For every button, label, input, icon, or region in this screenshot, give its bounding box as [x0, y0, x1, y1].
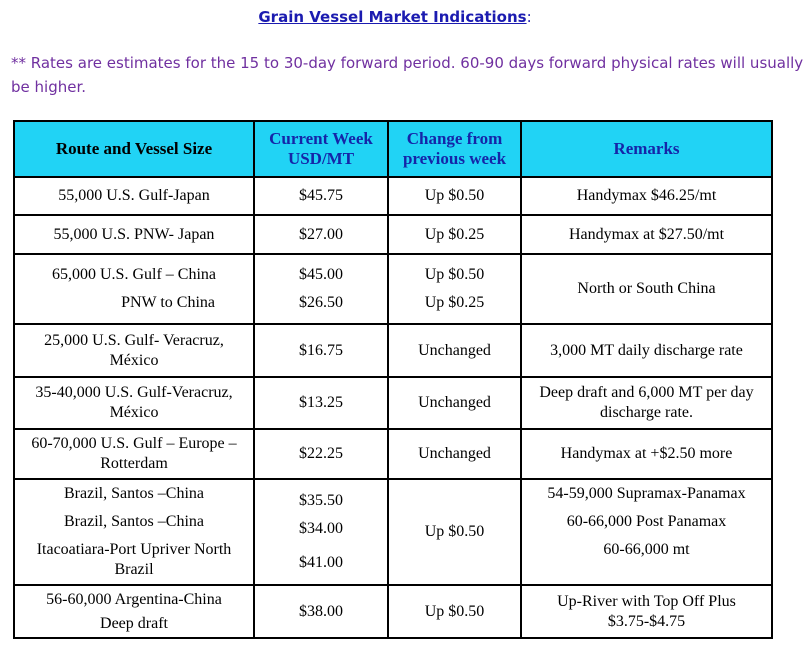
remarks-line: 60-66,000 Post Panamax: [566, 513, 727, 530]
table-row: [14, 479, 772, 585]
route-cell: 55,000 U.S. PNW- Japan: [14, 215, 254, 254]
route-cell: 25,000 U.S. Gulf- Veracruz, México: [14, 324, 254, 377]
route-line: Brazil, Santos –China: [64, 513, 204, 530]
route-cell: 60-70,000 U.S. Gulf – Europe – Rotterdam: [14, 429, 254, 479]
route-line: PNW to China: [121, 294, 215, 311]
current-cell: $38.00: [254, 585, 388, 638]
route-cell: [14, 254, 254, 324]
title-colon: :: [526, 8, 532, 26]
vessel-market-table: [13, 120, 773, 639]
header-current-week: Current Week USD/MT: [254, 121, 388, 177]
remarks-cell: Handymax at $27.50/mt: [521, 215, 772, 254]
change-cell: Unchanged: [388, 377, 521, 429]
table-row: [14, 254, 772, 324]
change-cell: Unchanged: [388, 429, 521, 479]
current-line: $35.50: [299, 492, 343, 509]
change-cell: [388, 254, 521, 324]
remarks-line: 54-59,000 Supramax-Panamax: [547, 485, 746, 502]
remarks-cell: Handymax at +$2.50 more: [521, 429, 772, 479]
current-cell: $16.75: [254, 324, 388, 377]
change-cell: Up $0.50: [388, 479, 521, 585]
current-cell: [254, 479, 388, 585]
route-line: Itacoatiara-Port Upriver North Brazil: [36, 541, 232, 578]
remarks-cell: North or South China: [521, 254, 772, 324]
table-row: [14, 429, 772, 479]
change-cell: Up $0.50: [388, 585, 521, 638]
remarks-cell: Deep draft and 6,000 MT per day discharge rate.: [521, 377, 772, 429]
current-line: $26.50: [299, 294, 343, 311]
page-title: [0, 8, 790, 26]
remarks-line: 60-66,000 mt: [603, 541, 690, 558]
change-cell: Up $0.50: [388, 177, 521, 215]
route-line: 65,000 U.S. Gulf – China: [52, 266, 216, 283]
remarks-cell: Up-River with Top Off Plus $3.75-$4.75: [521, 585, 772, 638]
change-cell: Unchanged: [388, 324, 521, 377]
header-remarks: Remarks: [521, 121, 772, 177]
current-cell: $27.00: [254, 215, 388, 254]
change-cell: Up $0.25: [388, 215, 521, 254]
current-line: $34.00: [299, 520, 343, 537]
table-row: [14, 177, 772, 215]
route-line: Brazil, Santos –China: [64, 485, 204, 502]
table-row: [14, 215, 772, 254]
remarks-cell: [521, 479, 772, 585]
route-cell: [14, 585, 254, 638]
current-line: $45.00: [299, 266, 343, 283]
current-cell: $13.25: [254, 377, 388, 429]
header-change: Change from previous week: [388, 121, 521, 177]
route-line: 56-60,000 Argentina-China: [46, 590, 222, 608]
route-line: Deep draft: [100, 614, 168, 632]
change-line: Up $0.25: [424, 294, 485, 311]
route-cell: [14, 479, 254, 585]
remarks-cell: 3,000 MT daily discharge rate: [521, 324, 772, 377]
header-row: [14, 121, 772, 177]
remarks-cell: Handymax $46.25/mt: [521, 177, 772, 215]
table-row: [14, 377, 772, 429]
change-line: Up $0.50: [424, 266, 485, 283]
current-cell: [254, 254, 388, 324]
rates-note: ** Rates are estimates for the 15 to 30-day forward period. 60-90 days forward physical rates will usually be higher.: [11, 54, 804, 96]
header-route: Route and Vessel Size: [14, 121, 254, 177]
current-cell: $22.25: [254, 429, 388, 479]
current-cell: $45.75: [254, 177, 388, 215]
title-text: Grain Vessel Market Indications: [258, 8, 527, 26]
current-line: $41.00: [299, 554, 343, 571]
route-cell: 55,000 U.S. Gulf-Japan: [14, 177, 254, 215]
table-row: [14, 324, 772, 377]
route-cell: 35-40,000 U.S. Gulf-Veracruz, México: [14, 377, 254, 429]
table-row: [14, 585, 772, 638]
